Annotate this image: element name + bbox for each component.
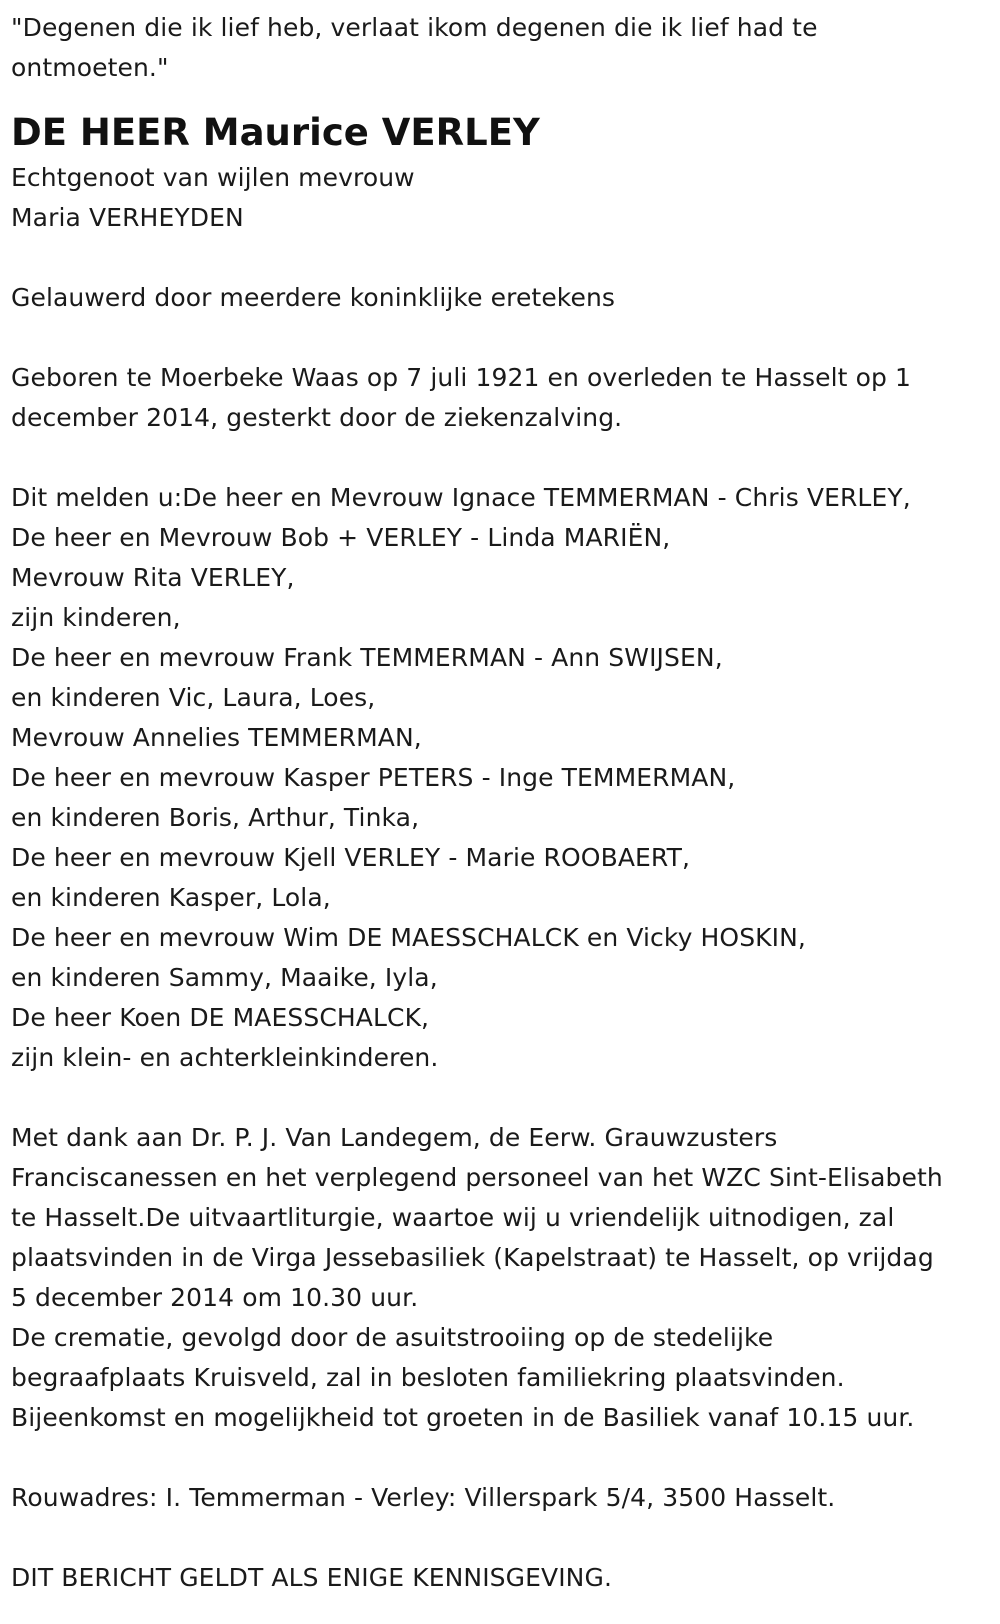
family-line: zijn klein- en achterkleinkinderen. <box>11 1043 439 1072</box>
family-line: De heer en mevrouw Kasper PETERS - Inge TEMMERMAN, <box>11 763 736 792</box>
thanks-funeral-line: De crematie, gevolgd door de asuitstrooiing op de stedelijke <box>11 1323 774 1352</box>
birth-death-block <box>11 358 990 438</box>
birth-death-line-2: december 2014, gesterkt door de ziekenzalving. <box>11 403 623 432</box>
honors-block <box>11 278 990 318</box>
family-line: De heer Koen DE MAESSCHALCK, <box>11 1003 430 1032</box>
family-line: en kinderen Sammy, Maaike, Iyla, <box>11 963 438 992</box>
thanks-funeral-line: begraafplaats Kruisveld, zal in besloten familiekring plaatsvinden. <box>11 1363 845 1392</box>
family-line: De heer en mevrouw Kjell VERLEY - Marie ROOBAERT, <box>11 843 690 872</box>
spouse-line-1: Echtgenoot van wijlen mevrouw <box>11 163 415 192</box>
mourning-address: Rouwadres: I. Temmerman - Verley: Villerspark 5/4, 3500 Hasselt. <box>11 1483 836 1512</box>
spouse-line-2: Maria VERHEYDEN <box>11 203 244 232</box>
birth-death-line-1: Geboren te Moerbeke Waas op 7 juli 1921 en overleden te Hasselt op 1 <box>11 363 912 392</box>
family-line: Mevrouw Annelies TEMMERMAN, <box>11 723 422 752</box>
thanks-funeral-block <box>11 1118 990 1438</box>
family-line: zijn kinderen, <box>11 603 181 632</box>
spouse-block <box>11 158 990 238</box>
family-line: en kinderen Vic, Laura, Loes, <box>11 683 376 712</box>
quote-block <box>11 8 990 88</box>
family-line: en kinderen Kasper, Lola, <box>11 883 331 912</box>
notice-block <box>11 1558 990 1598</box>
family-block <box>11 478 990 1078</box>
sole-notice: DIT BERICHT GELDT ALS ENIGE KENNISGEVING. <box>11 1563 612 1592</box>
thanks-funeral-line: Franciscanessen en het verplegend personeel van het WZC Sint-Elisabeth <box>11 1163 943 1192</box>
family-line: De heer en mevrouw Frank TEMMERMAN - Ann SWIJSEN, <box>11 643 723 672</box>
honors-line: Gelauwerd door meerdere koninklijke eretekens <box>11 283 616 312</box>
thanks-funeral-line: te Hasselt.De uitvaartliturgie, waartoe wij u vriendelijk uitnodigen, zal <box>11 1203 895 1232</box>
quote-line-2: ontmoeten." <box>11 53 169 82</box>
family-line: De heer en mevrouw Wim DE MAESSCHALCK en Vicky HOSKIN, <box>11 923 806 952</box>
thanks-funeral-line: 5 december 2014 om 10.30 uur. <box>11 1283 419 1312</box>
thanks-funeral-line: plaatsvinden in de Virga Jessebasiliek (Kapelstraat) te Hasselt, op vrijdag <box>11 1243 934 1272</box>
deceased-name: DE HEER Maurice VERLEY <box>11 111 540 154</box>
thanks-funeral-line: Bijeenkomst en mogelijkheid tot groeten in de Basiliek vanaf 10.15 uur. <box>11 1403 915 1432</box>
family-line: De heer en Mevrouw Bob + VERLEY - Linda MARIËN, <box>11 523 671 552</box>
thanks-funeral-line: Met dank aan Dr. P. J. Van Landegem, de Eerw. Grauwzusters <box>11 1123 778 1152</box>
address-block <box>11 1478 990 1518</box>
family-line: Dit melden u:De heer en Mevrouw Ignace TEMMERMAN - Chris VERLEY, <box>11 483 911 512</box>
family-line: Mevrouw Rita VERLEY, <box>11 563 295 592</box>
family-line: en kinderen Boris, Arthur, Tinka, <box>11 803 420 832</box>
quote-line-1: "Degenen die ik lief heb, verlaat ikom degenen die ik lief had te <box>11 13 818 42</box>
